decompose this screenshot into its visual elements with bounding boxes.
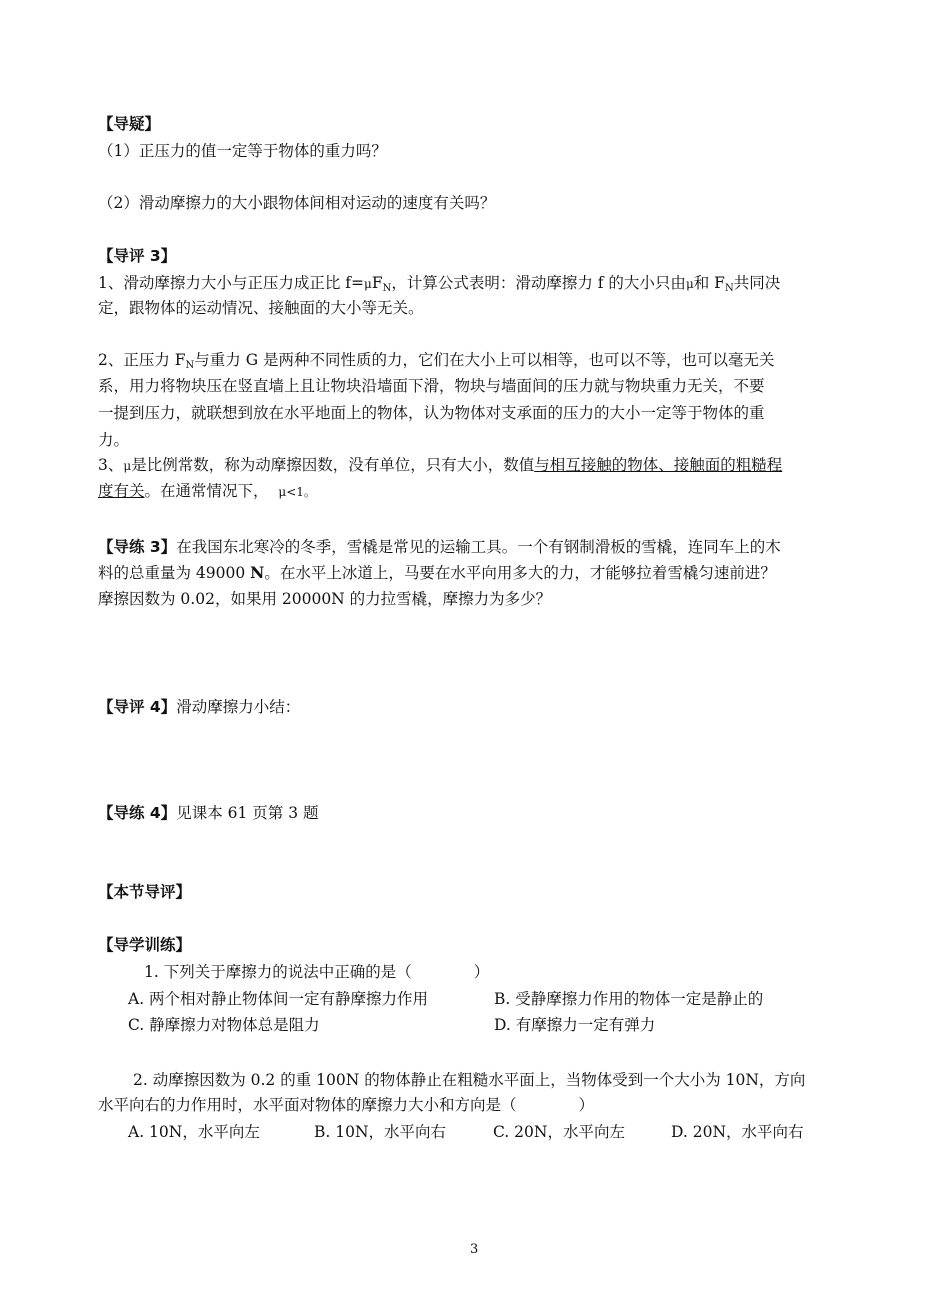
text: 在我国东北寒冷的冬季，雪橇是常见的运输工具。一个有钢制滑板的雪橇，连同车上的木 xyxy=(176,538,781,556)
subscript: N xyxy=(185,360,195,371)
text: 料的总重量为 49000 xyxy=(98,564,251,582)
daoping3-paragraph-2-line-2: 系，用力将物块压在竖直墙上且让物块沿墙面下滑，物块与墙面间的压力就与物块重力无关，不要 xyxy=(98,377,765,395)
text: 共同决 xyxy=(733,274,781,292)
text: 。在通常情况下， xyxy=(144,482,269,500)
section-heading-daolian-3: 【导练 3】 xyxy=(98,538,177,556)
section-heading-daoping-4: 【导评 4】 xyxy=(98,698,177,716)
daoyi-question-1: （1）正压力的值一定等于物体的重力吗？ xyxy=(98,142,387,160)
daoping4-line xyxy=(98,697,300,717)
text: 见课本 61 页第 3 题 xyxy=(176,804,319,822)
underlined-text: 度有关 xyxy=(98,482,145,500)
daolian3-line-1 xyxy=(98,537,781,557)
subscript: N xyxy=(382,283,392,294)
underlined-text: 与相互接触的物体、接触面的粗糙程 xyxy=(534,456,783,474)
question-1-option-d: D. 有摩擦力一定有弹力 xyxy=(494,1016,656,1034)
question-2-option-d: D. 20N，水平向右 xyxy=(671,1123,804,1141)
daoping3-paragraph-1-line-2: 定，跟物体的运动情况、接触面的大小等无关。 xyxy=(98,299,424,317)
question-2-option-c: C. 20N，水平向左 xyxy=(493,1123,625,1141)
mu-symbol: μ xyxy=(685,277,694,291)
section-heading-daoxue-xunlian: 【导学训练】 xyxy=(98,936,192,954)
daoping3-paragraph-3-line-2 xyxy=(98,481,316,502)
daoping3-paragraph-2-line-1 xyxy=(98,350,775,376)
text: 与重力 G 是两种不同性质的力，它们在大小上可以相等，也可以不等，也可以毫无关 xyxy=(194,351,775,369)
text: 3、 xyxy=(98,456,124,474)
daoping3-paragraph-2-line-4: 力。 xyxy=(98,431,130,449)
daoping3-paragraph-3-line-1 xyxy=(98,455,782,476)
question-1-option-c: C. 静摩擦力对物体总是阻力 xyxy=(128,1016,320,1034)
question-1-option-b: B. 受静摩擦力作用的物体一定是静止的 xyxy=(494,990,764,1008)
mu-inequality: μ<1。 xyxy=(278,485,316,499)
question-2-option-b: B. 10N，水平向右 xyxy=(314,1123,447,1141)
text: 滑动摩擦力小结： xyxy=(176,698,301,716)
subscript: N xyxy=(724,283,734,294)
section-heading-daolian-4: 【导练 4】 xyxy=(98,804,177,822)
text: 2、正压力 F xyxy=(98,351,186,369)
daolian4-line xyxy=(98,803,318,823)
text: 和 F xyxy=(693,274,725,292)
text: F xyxy=(371,274,383,292)
bold-unit: N xyxy=(250,563,265,582)
text: 是比例常数，称为动摩擦因数，没有单位，只有大小，数值 xyxy=(131,456,535,474)
daolian3-line-2 xyxy=(98,563,776,583)
mu-symbol: μ xyxy=(364,277,372,291)
section-heading-daoping-3: 【导评 3】 xyxy=(98,247,177,265)
text: ，计算公式表明：滑动摩擦力 f 的大小只由 xyxy=(391,274,686,292)
text: 1、滑动摩擦力大小与正压力成正比 f= xyxy=(98,274,365,292)
section-heading-benjie-daoping: 【本节导评】 xyxy=(98,883,192,901)
section-heading-daoyi: 【导疑】 xyxy=(98,115,161,133)
question-1-stem: 1. 下列关于摩擦力的说法中正确的是（ ） xyxy=(144,963,490,981)
question-2-option-a: A. 10N，水平向左 xyxy=(128,1123,260,1141)
question-2-stem-line-1: 2. 动摩擦因数为 0.2 的重 100N 的物体静止在粗糙水平面上，当物体受到一个大小为 10N，方向 xyxy=(133,1071,806,1089)
question-2-stem-line-2: 水平向右的力作用时，水平面对物体的摩擦力大小和方向是（ ） xyxy=(98,1096,595,1114)
daolian3-line-3: 摩擦因数为 0.02，如果用 20000N 的力拉雪橇，摩擦力为多少？ xyxy=(98,590,552,608)
daoyi-question-2: （2）滑动摩擦力的大小跟物体间相对运动的速度有关吗？ xyxy=(98,194,496,212)
page-number: 3 xyxy=(470,1242,479,1257)
text: 。在水平上冰道上，马要在水平向用多大的力，才能够拉着雪橇匀速前进？ xyxy=(264,564,776,582)
mu-symbol: μ xyxy=(123,459,132,473)
daoping3-paragraph-1-line-1 xyxy=(98,273,780,299)
question-1-option-a: A. 两个相对静止物体间一定有静摩擦力作用 xyxy=(128,990,429,1008)
daoping3-paragraph-2-line-3: 一提到压力，就联想到放在水平地面上的物体，认为物体对支承面的压力的大小一定等于物体的重 xyxy=(98,404,765,422)
